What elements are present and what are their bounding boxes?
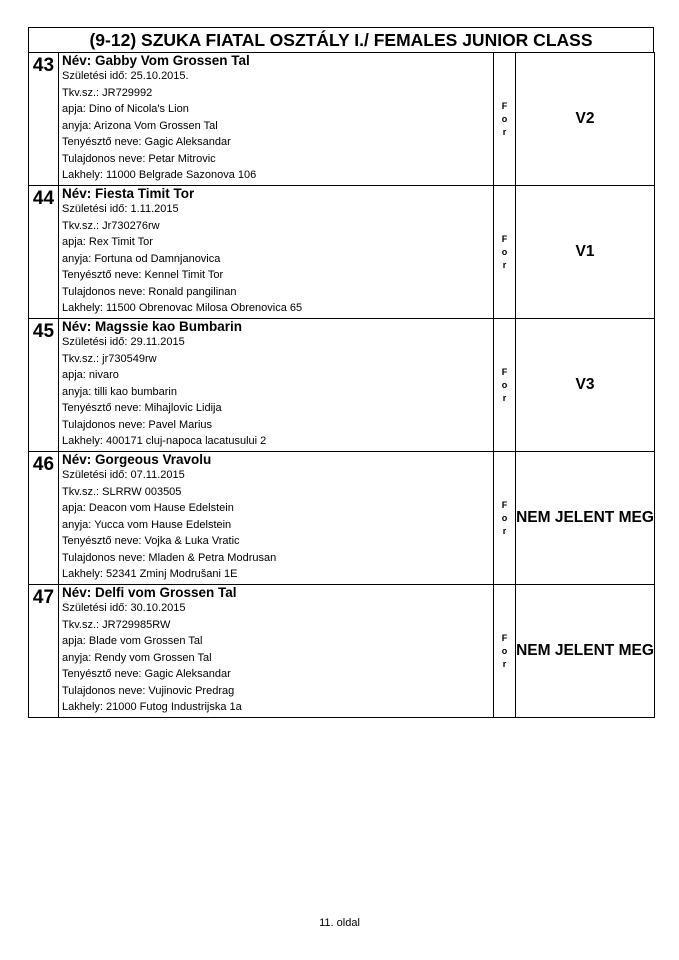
for-letter: o	[501, 512, 508, 523]
detail-line: Lakhely: 11500 Obrenovac Milosa Obrenovica 65	[62, 302, 303, 314]
for-label	[494, 319, 516, 452]
for-letter: F	[501, 100, 508, 111]
for-label	[494, 186, 516, 319]
detail-line: Tenyésztő neve: Kennel Timit Tor	[62, 269, 224, 281]
entry-number: 47	[29, 585, 59, 718]
entry-row	[29, 585, 655, 718]
detail-line: Születési idő: 1.11.2015	[62, 203, 179, 215]
detail-line: Lakhely: 52341 Zminj Modrušani 1E	[62, 568, 238, 580]
for-letter: o	[501, 246, 508, 257]
detail-line: Tulajdonos neve: Ronald pangilinan	[62, 285, 237, 298]
dog-name: Név: Magssie kao Bumbarin	[62, 319, 243, 334]
entry-row	[29, 319, 655, 452]
entry-details	[59, 319, 494, 452]
detail-line: apja: Blade vom Grossen Tal	[62, 635, 203, 647]
detail-line: Tenyésztő neve: Vojka & Luka Vratic	[62, 535, 240, 547]
detail-line: Lakhely: 400171 cluj-napoca lacatusului 2	[62, 435, 267, 447]
for-letter: r	[502, 525, 507, 536]
dog-name: Név: Gorgeous Vravolu	[62, 452, 212, 467]
detail-line: Lakhely: 21000 Futog Industrijska 1a	[62, 701, 242, 713]
dog-name: Név: Delfi vom Grossen Tal	[62, 585, 237, 600]
detail-line: anyja: Yucca vom Hause Edelstein	[62, 518, 232, 531]
entry-details	[59, 585, 494, 718]
detail-line: Tkv.sz.: JR729985RW	[62, 618, 171, 631]
detail-line: apja: Deacon vom Hause Edelstein	[62, 502, 234, 514]
for-letter: r	[502, 126, 507, 137]
detail-line: apja: nivaro	[62, 369, 119, 381]
detail-line: anyja: Arizona Vom Grossen Tal	[62, 119, 218, 132]
detail-line: Tkv.sz.: Jr730276rw	[62, 219, 160, 232]
dog-name: Név: Gabby Vom Grossen Tal	[62, 53, 250, 68]
for-letter: F	[501, 366, 508, 377]
for-letter: r	[502, 392, 507, 403]
grade: NEM JELENT MEG	[516, 585, 655, 718]
detail-line: Lakhely: 11000 Belgrade Sazonova 106	[62, 169, 257, 181]
entries-table	[28, 52, 655, 718]
entry-number: 43	[29, 53, 59, 186]
for-letter: o	[501, 113, 508, 124]
for-label	[494, 585, 516, 718]
entry-row	[29, 53, 655, 186]
detail-line: Születési idő: 25.10.2015.	[62, 70, 189, 82]
entry-details	[59, 186, 494, 319]
for-letter: F	[501, 233, 508, 244]
entries-body	[29, 53, 655, 718]
entry-row	[29, 452, 655, 585]
detail-line: Tkv.sz.: jr730549rw	[62, 352, 157, 365]
detail-line: anyja: tilli kao bumbarin	[62, 385, 177, 398]
detail-line: Születési idő: 30.10.2015	[62, 602, 186, 614]
results-sheet	[28, 27, 654, 718]
detail-line: Tulajdonos neve: Pavel Marius	[62, 418, 213, 431]
detail-line: Tkv.sz.: JR729992	[62, 86, 153, 99]
detail-line: Születési idő: 07.11.2015	[62, 469, 185, 481]
detail-line: Tenyésztő neve: Mihajlovic Lidija	[62, 402, 222, 414]
grade: NEM JELENT MEG	[516, 452, 655, 585]
entry-details	[59, 53, 494, 186]
detail-line: Tenyésztő neve: Gagic Aleksandar	[62, 668, 231, 680]
entry-details	[59, 452, 494, 585]
for-letter: r	[502, 658, 507, 669]
for-label	[494, 452, 516, 585]
detail-line: anyja: Fortuna od Damnjanovica	[62, 252, 221, 265]
entry-row	[29, 186, 655, 319]
dog-name: Név: Fiesta Timit Tor	[62, 186, 195, 201]
entry-number: 45	[29, 319, 59, 452]
page-number: 11. oldal	[319, 917, 360, 929]
entry-number: 46	[29, 452, 59, 585]
for-letter: o	[501, 379, 508, 390]
grade: V1	[516, 186, 655, 319]
grade: V3	[516, 319, 655, 452]
detail-line: Tulajdonos neve: Petar Mitrovic	[62, 152, 216, 165]
detail-line: Születési idő: 29.11.2015	[62, 336, 185, 348]
grade: V2	[516, 53, 655, 186]
for-letter: r	[502, 259, 507, 270]
class-title: (9-12) SZUKA FIATAL OSZTÁLY I./ FEMALES JUNIOR CLASS	[28, 27, 654, 52]
detail-line: anyja: Rendy vom Grossen Tal	[62, 651, 212, 664]
detail-line: Tkv.sz.: SLRRW 003505	[62, 485, 182, 498]
detail-line: apja: Dino of Nicola's Lion	[62, 103, 189, 115]
detail-line: Tenyésztő neve: Gagic Aleksandar	[62, 136, 231, 148]
detail-line: Tulajdonos neve: Vujinovic Predrag	[62, 684, 235, 697]
for-letter: F	[501, 499, 508, 510]
entry-number: 44	[29, 186, 59, 319]
detail-line: apja: Rex Timit Tor	[62, 236, 153, 248]
for-label	[494, 53, 516, 186]
detail-line: Tulajdonos neve: Mladen & Petra Modrusan	[62, 551, 277, 564]
for-letter: F	[501, 632, 508, 643]
for-letter: o	[501, 645, 508, 656]
